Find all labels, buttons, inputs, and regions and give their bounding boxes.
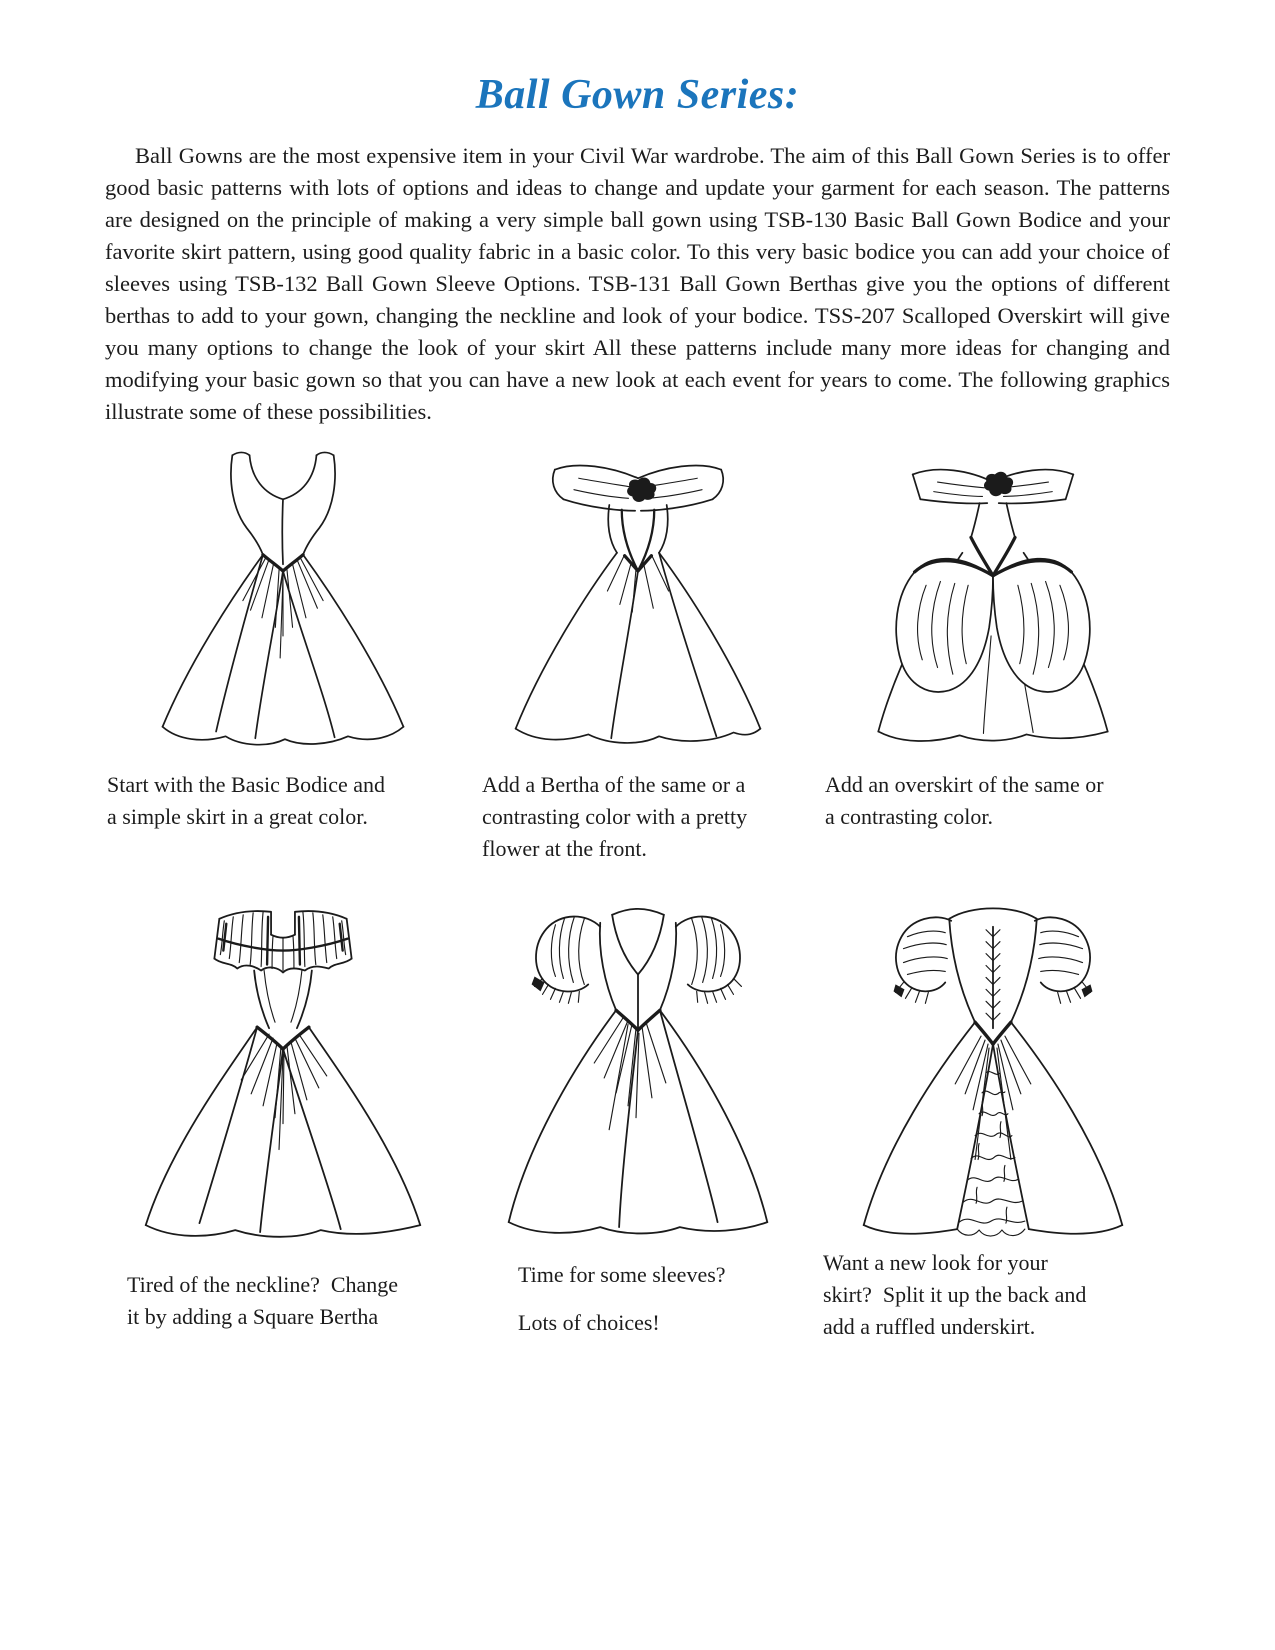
- bertha-gown-illustration: [488, 440, 788, 765]
- figure-caption: [815, 1247, 1086, 1343]
- square-bertha-gown-illustration: [123, 879, 443, 1247]
- caption-line: skirt? Split it up the back and: [823, 1282, 1087, 1307]
- intro-paragraph: Ball Gowns are the most expensive item in your Civil War wardrobe. The aim of this Ball Gown Series is to offer good basic patterns with lots of options and ideas to change and update your garment for each season. The patterns are designed on the principle of making a very simple ball gown using TSB-130 Basic Ball Gown Bodice and your favorite skirt pattern, using good quality fabric in a basic color. To this very basic bodice you can add your choice of sleeves using TSB-132 Ball Gown Sleeve Options. TSB-131 Ball Gown Berthas give you the options of different berthas to add to your gown, changing the neckline and look of your bodice. TSS-207 Scalloped Overskirt will give you many options to change the look of your skirt All these patterns include many more ideas for changing and modifying your basic gown so that you can have a new look at each event for years to come. The following graphics illustrate some of these possibilities.: [105, 143, 1170, 424]
- caption-line: flower at the front.: [482, 836, 647, 861]
- caption-line: a simple skirt in a great color.: [107, 804, 368, 829]
- figure-row-2: [105, 879, 1170, 1343]
- caption-line: Add a Bertha of the same or a: [482, 772, 746, 797]
- caption-line: contrasting color with a pretty: [482, 804, 748, 829]
- caption-line: Lots of choices!: [518, 1310, 660, 1335]
- figure-row-1: [105, 440, 1170, 865]
- figure-bertha-gown: [460, 440, 815, 865]
- figure-caption: [815, 769, 1104, 833]
- caption-line: add a ruffled underskirt.: [823, 1314, 1036, 1339]
- figure-caption: [105, 769, 385, 833]
- figure-caption: [105, 1269, 398, 1333]
- figure-basic-gown: [105, 440, 460, 865]
- caption-line: Add an overskirt of the same or: [825, 772, 1104, 797]
- caption-line: a contrasting color.: [825, 804, 994, 829]
- page-title: Ball Gown Series:: [475, 72, 800, 118]
- basic-gown-illustration: [133, 440, 433, 765]
- split-skirt-gown-illustration: [833, 879, 1153, 1247]
- sleeves-gown-illustration: [478, 879, 798, 1247]
- caption-line: Start with the Basic Bodice and: [107, 772, 385, 797]
- figure-caption: [460, 1259, 726, 1339]
- figure-sleeves-gown: [460, 879, 815, 1343]
- caption-line: it by adding a Square Bertha: [127, 1304, 379, 1329]
- caption-line: Time for some sleeves?: [518, 1262, 726, 1287]
- figure-caption: [460, 769, 747, 865]
- caption-line: Tired of the neckline? Change: [127, 1272, 399, 1297]
- figure-split-skirt-gown: [815, 879, 1170, 1343]
- figure-overskirt-gown: [815, 440, 1170, 865]
- page-content: [105, 70, 1170, 428]
- overskirt-gown-illustration: [843, 440, 1143, 765]
- caption-line: Want a new look for your: [823, 1250, 1048, 1275]
- figure-square-bertha-gown: [105, 879, 460, 1343]
